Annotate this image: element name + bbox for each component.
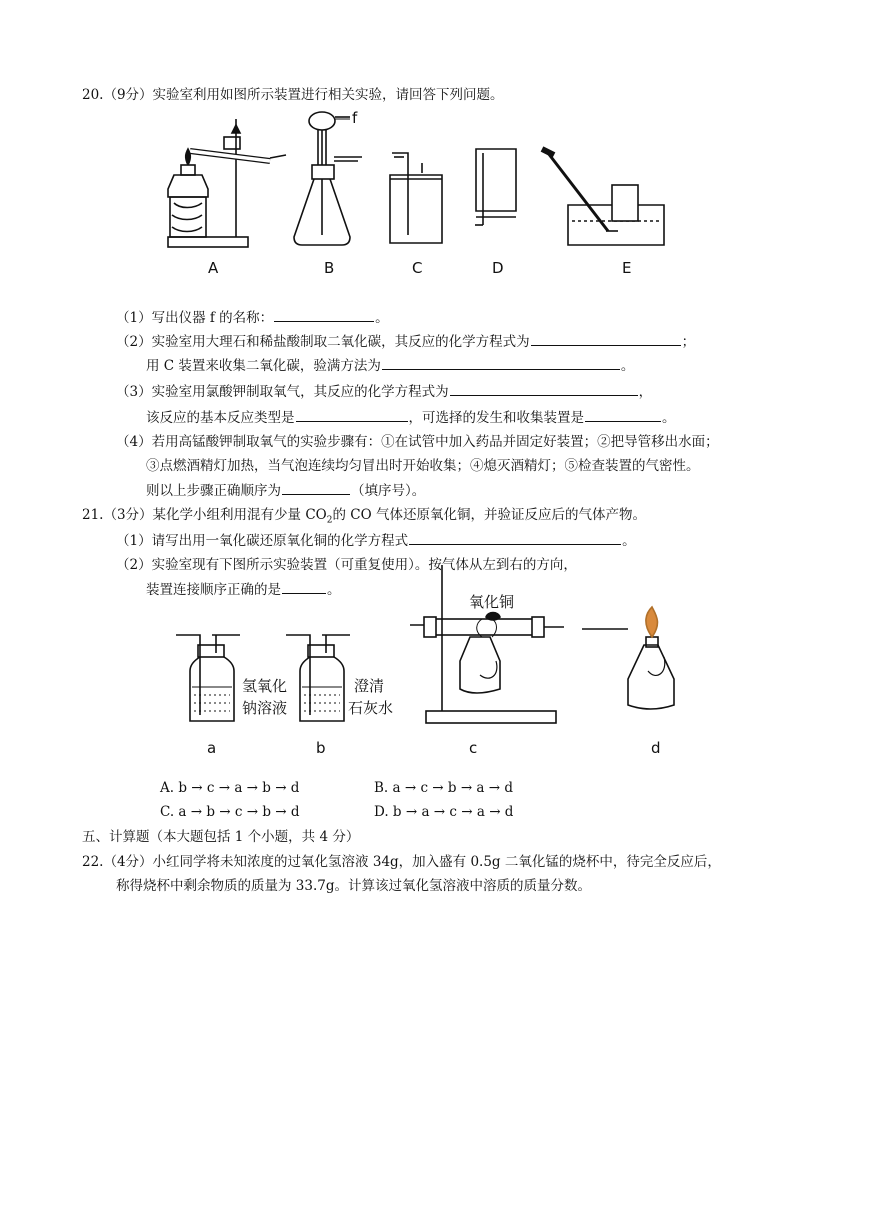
q21-header — [82, 506, 646, 530]
label-limewater-line2: 石灰水 — [348, 699, 394, 717]
q20-part3b — [146, 408, 676, 427]
answer-blank[interactable] — [282, 481, 350, 495]
label-naoh-line1: 氢氧化 — [242, 677, 288, 695]
q20-part2b-end: 。 — [620, 358, 635, 374]
apparatus-a-lower — [176, 635, 240, 721]
apparatus-c — [390, 153, 442, 243]
q20-part2a-text: （2）实验室用大理石和稀盐酸制取二氧化碳，其反应的化学方程式为 — [116, 334, 530, 350]
q20-part3a — [116, 382, 652, 401]
caption-a-upper: A — [208, 259, 219, 277]
answer-blank[interactable] — [274, 308, 374, 322]
q21-part1-end: 。 — [622, 533, 636, 549]
q22-line1: 22.（4分）小红同学将未知浓度的过氧化氢溶液 34g，加入盛有 0.5g 二氧化锰的烧杯中，待完全反应后， — [82, 854, 721, 870]
q20-part2b-text: 用 C 装置来收集二氧化碳，验满方法为 — [146, 358, 381, 374]
apparatus-c-lower — [410, 565, 564, 723]
label-cuo: 氧化铜 — [469, 593, 515, 611]
q20-header: 20.（9分）实验室利用如图所示装置进行相关实验，请回答下列问题。 — [82, 87, 504, 103]
caption-a-lower: a — [207, 739, 217, 757]
q20-part3b-text2: ，可选择的发生和收集装置是 — [408, 410, 584, 426]
q20-part4b: ③点燃酒精灯加热，当气泡连续均匀冒出时开始收集；④熄灭酒精灯；⑤检查装置的气密性。 — [146, 458, 700, 474]
option-c[interactable]: C. a → b → c → b → d — [160, 804, 300, 820]
answer-blank[interactable] — [450, 382, 638, 396]
q21-header-subscript: 2 — [326, 515, 333, 526]
answer-blank[interactable] — [585, 408, 661, 422]
caption-c-lower: c — [469, 739, 478, 757]
option-d[interactable]: D. b → a → c → a → d — [374, 804, 514, 820]
q20-part3a-text: （3）实验室用氯酸钾制取氧气，其反应的化学方程式为 — [116, 384, 449, 400]
apparatus-e — [542, 149, 664, 245]
q20-part4c — [146, 481, 425, 500]
option-a[interactable]: A. b → c → a → b → d — [160, 780, 300, 796]
q20-apparatus-figure — [150, 105, 690, 285]
q20-part4c-text: 则以上步骤正确顺序为 — [146, 483, 281, 499]
label-naoh-line2: 钠溶液 — [242, 699, 288, 717]
caption-c-upper: C — [412, 259, 423, 277]
q20-part2a-end: ； — [681, 334, 696, 350]
q20-part3a-end: ， — [638, 384, 653, 400]
q20-part3b-end: 。 — [662, 410, 676, 426]
q20-part1-end: 。 — [375, 310, 389, 326]
q21-header-text2: 的 CO 气体还原氧化铜，并验证反应后的气体产物。 — [332, 507, 646, 523]
q21-part2a: （2）实验室现有下图所示实验装置（可重复使用）。按气体从左到右的方向， — [116, 557, 577, 573]
q21-part2b-text: 装置连接顺序正确的是 — [146, 582, 281, 598]
q20-part1-text: （1）写出仪器 f 的名称： — [116, 310, 274, 326]
answer-blank[interactable] — [382, 356, 620, 370]
q20-part2b — [146, 356, 634, 375]
apparatus-b — [294, 112, 362, 245]
caption-d-upper: D — [492, 259, 504, 277]
caption-b-upper: B — [324, 259, 335, 277]
caption-d-lower: d — [651, 739, 661, 757]
q21-part2b-end: 。 — [327, 582, 341, 598]
answer-blank[interactable] — [531, 332, 681, 346]
apparatus-d-lower — [582, 607, 674, 709]
q21-part1-text: （1）请写出用一氧化碳还原氧化铜的化学方程式 — [116, 533, 409, 549]
q21-apparatus-figure — [170, 545, 710, 765]
caption-b-lower: b — [316, 739, 326, 757]
q22-line2: 称得烧杯中剩余物质的质量为 33.7g。计算该过氧化氢溶液中溶质的质量分数。 — [116, 878, 591, 894]
q20-part4a: （4）若用高锰酸钾制取氧气的实验步骤有：①在试管中加入药品并固定好装置；②把导管移出水面； — [116, 434, 719, 450]
q21-header-text1: 21.（3分）某化学小组利用混有少量 CO — [82, 507, 327, 523]
option-b[interactable]: B. a → c → b → a → d — [374, 780, 514, 796]
answer-blank[interactable] — [409, 531, 621, 545]
q20-part3b-text1: 该反应的基本反应类型是 — [146, 410, 295, 426]
q20-part1 — [116, 308, 389, 327]
apparatus-b-lower — [286, 635, 350, 721]
q20-part2a — [116, 332, 695, 351]
label-limewater-line1: 澄清 — [354, 677, 385, 695]
section5-title: 五、计算题（本大题包括 1 个小题，共 4 分） — [82, 829, 360, 845]
label-f: f — [352, 109, 358, 127]
q20-part4c-end: （填序号）。 — [351, 483, 426, 499]
caption-e-upper: E — [622, 259, 632, 277]
answer-blank[interactable] — [296, 408, 408, 422]
apparatus-d — [475, 149, 516, 225]
apparatus-a — [168, 119, 286, 247]
